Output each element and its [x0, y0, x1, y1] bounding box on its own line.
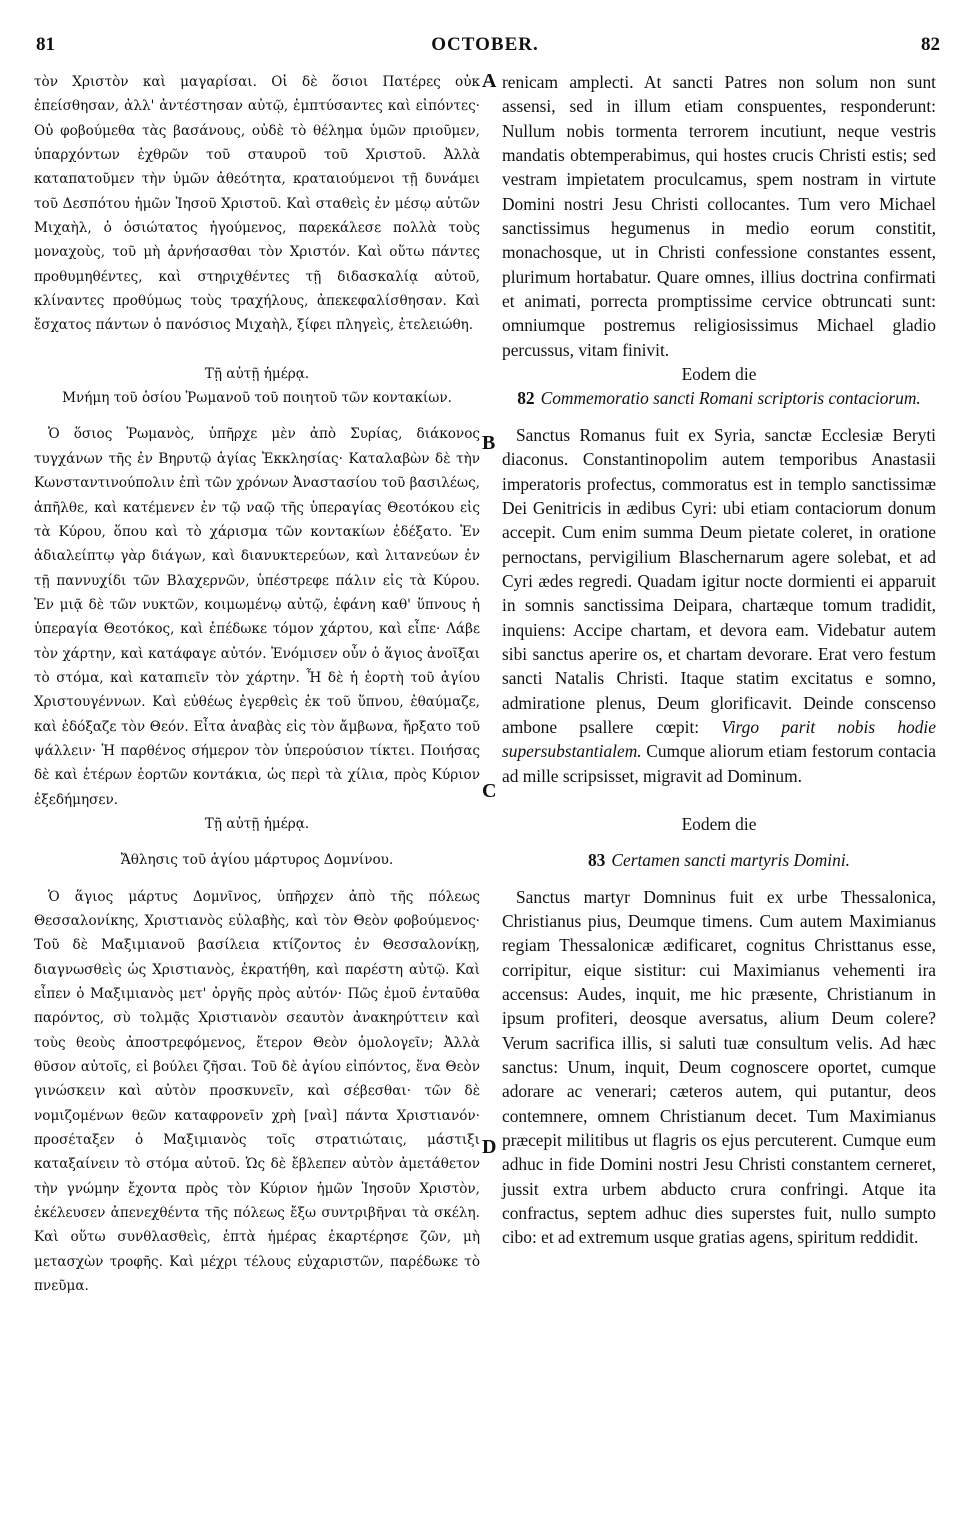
margin-letter-c: C — [482, 780, 497, 802]
greek-day-heading-2: Τῇ αὐτῇ ἡμέρᾳ. — [204, 815, 310, 832]
greek-entry-title-1: Μνήμη τοῦ ὁσίου Ῥωμανοῦ τοῦ ποιητοῦ τῶν κοντακίων. — [62, 390, 452, 407]
margin-letter-a: A — [482, 70, 497, 92]
page-header — [30, 34, 940, 64]
margin-letter-b: B — [482, 432, 496, 454]
latin-entry-title-2-text: Certamen sancti martyris Domini. — [611, 850, 851, 871]
latin-paragraph-1: renicam amplecti. At sancti Patres non solum non sunt assensi, sed in illum etiam conspuentes, responderunt: Nullum nobis tormenta terrorem incutiunt, neque vestris mandatis obtemperabimus, qui hostes crucis Christi estis; sed vestram impietatem proculcamus, spem nostram in virtute Domini nostri Jesu Christi collocantes. Tum vero Michael sanctissimus hegumenus in medio eorum constitit, monachosque, ut in Christi confessione constantes essent, plurimum hortabatur. Quare omnes, illius doctrina confirmati et animati, porrecta promptissime cervice obtruncati sunt: omniumque postremus religiosissimus Michael gladio percussus, vitam finivit. — [502, 72, 936, 360]
greek-paragraph-2: Ὁ ὅσιος Ῥωμανὸς, ὑπῆρχε μὲν ἀπὸ Συρίας, διάκονος τυγχάνων τῆς ἐν Βηρυτῷ ἁγίας Ἐκκλησίας· Καταλαβὼν δὲ τὴν Κωνσταντινούπολιν ἐπὶ τῶν χρόνων Ἀναστασίου τοῦ βασιλέως, ἀπῆλθε, καὶ κατέμενεν ἐν τῷ ναῷ τῆς ὑπεραγίας Θεοτόκου εἰς τὰ Κύρου, ὅπου καὶ τὸ χάρισμα τῶν κοντακίων ἐδέξατο. Ἐν ἀδιαλείπτῳ γὰρ διάγων, καὶ διανυκτερεύων, καὶ λιτανεύων ἐν τῇ παννυχίδι τῶν Βλαχερνῶν, ὑπέστρεφε πάλιν εἰς τὰ Κύρου. Ἐν μιᾷ δὲ τῶν νυκτῶν, κοιμωμένῳ αὐτῷ, ἐφάνη καθ' ὕπνους ἡ ὑπεραγία Θεοτόκος, καὶ ἐπέδωκε τόμον χάρτου, καὶ εἶπε· Λάβε τὸν χάρτην, καὶ κατάφαγε αὐτόν. Ἐνόμισεν οὖν ὁ ἅγιος ἀνοῖξαι τὸ στόμα, καὶ καταπιεῖν τὸν χάρτην. Ἦ δὲ ἡ ἑορτὴ τοῦ ἁγίου Χριστουγέννων. Καὶ εὐθέως ἐγερθεὶς ἐκ τοῦ ὕπνου, ἐθαύμαζε, καὶ ἐδόξαζε τὸν Θεόν. Εἶτα ἀναβὰς εἰς τὸν ἄμβωνα, ἤρξατο τοῦ ψάλλειν· Ἡ παρθένος σήμερον τὸν ὑπερούσιον τίκτει. Ποιήσας δὲ καὶ ἑτέρων ἑορτῶν κοντάκια, ὡς περὶ τὰ χίλια, πρὸς Κύριον ἐξεδήμησεν. — [34, 426, 480, 808]
greek-column — [34, 70, 480, 1299]
latin-entry-title-1 — [502, 386, 936, 410]
latin-entry-title-1-text: Commemoratio sancti Romani scriptoris contaciorum. — [540, 388, 921, 409]
greek-paragraph-3: Ὁ ἅγιος μάρτυς Δομνῖνος, ὑπῆρχεν ἀπὸ τῆς πόλεως Θεσσαλονίκης, Χριστιανὸς εὐλαβὴς, καὶ τὸν Θεὸν φοβούμενος· Τοῦ δὲ Μαξιμιανοῦ βασίλεια κτίζοντος ἐν Θεσσαλονίκῃ, διαγνωσθεὶς ὡς Χριστιανὸς, ἐκρατήθη, καὶ παρέστη αὐτῷ. Καὶ εἶπεν ὁ Μαξιμιανὸς μετ' ὀργῆς πρὸς αὐτόν· Πῶς ἐμοῦ ἐνταῦθα παρόντος, σὺ τολμᾷς Χριστιανὸν σεαυτὸν ἀνακηρύττειν καὶ τοὺς θεοὺς ἀποστρεφόμενος, ἕτερον Θεὸν ὁμολογεῖν; Ἀλλὰ θῦσον αὐτοῖς, εἰ βούλει ζῆσαι. Τοῦ δὲ ἁγίου εἰπόντος, ἕνα Θεὸν γινώσκειν καὶ αὐτὸν προσκυνεῖν, καὶ σέβεσθαι· τῶν δὲ νομιζομένων θεῶν καταφρονεῖν χρὴ [ναὶ] πάντα Χριστιανόν· προσέταξεν ὁ Μαξιμιανὸς τοῖς στρατιώταις, μάστιξι καταξαίνειν τὸ στόμα αὐτοῦ. Ὡς δὲ ἔβλεπεν αὐτὸν ἀμετάθετον τὴν γνώμην ἔχοντα πρὸς τὸν Κύριον ἡμῶν Ἰησοῦν Χριστὸν, ἐκέλευσεν ἀπενεχθέντα τῆς πόλεως ἔξω συντριβῆναι τὰ σκέλη. Καὶ οὕτω συνθλασθεὶς, ἑπτὰ ἡμέρας ἐκαρτέρησε ζῶν, μὴ μετασχὼν τροφῆς. Καὶ μέχρι τέλους εὐχαριστῶν, παρέδωκε τὸ πνεῦμα. — [34, 888, 480, 1295]
entry-number-82: 82 — [517, 388, 535, 409]
latin-entry-title-2 — [502, 848, 936, 872]
latin-hymn-quote: Virgo parit nobis hodie supersubstantialem. — [502, 716, 936, 762]
greek-day-heading-1: Τῇ αὐτῇ ἡμέρᾳ. — [204, 365, 310, 382]
page-number-left: 81 — [36, 34, 55, 55]
margin-letter-d: D — [482, 1136, 497, 1158]
running-title: OCTOBER. — [431, 34, 539, 55]
latin-paragraph-2 — [502, 423, 936, 788]
greek-entry-title-2: Ἄθλησις τοῦ ἁγίου μάρτυρος Δομνίνου. — [120, 852, 394, 869]
greek-paragraph-1: τὸν Χριστὸν καὶ μαγαρίσαι. Οἱ δὲ ὅσιοι Πατέρες οὐκ ἐπείσθησαν, ἀλλ' ἀντέστησαν αὐτῷ, ἐμπτύσαντες καὶ εἰπόντες· Οὐ φοβούμεθα τὰς βασάνους, οὐδὲ τὸ θέλημα ὑμῶν πριοῦμεν, ὑπαρχόντων ἐχθρῶν τοῦ σταυροῦ τοῦ Χριστοῦ. Ἀλλὰ καταπατοῦμεν τὴν ὑμῶν ἀθεότητα, κραταιούμενοι τῇ δυνάμει τοῦ Δεσπότου ἡμῶν Ἰησοῦ Χριστοῦ. Καὶ σταθεὶς ἐν μέσῳ αὐτῶν Μιχαὴλ, ὁ ὁσιώτατος ἡγούμενος, παρεκάλεσε πολλὰ τοὺς μοναχοὺς, τοῦ μὴ ἀρνήσασθαι τὸν Χριστόν. Καὶ οὕτω πάντες προθυμηθέντες, καὶ στηριχθέντες τῇ διδασκαλίᾳ αὐτοῦ, κλίναντες προθύμως τοὺς τραχήλους, ἀπεκεφαλίσθησαν. Καὶ ἔσχατος πάντων ὁ πανόσιος Μιχαὴλ, ξίφει πληγεὶς, ἐτελειώθη. — [34, 74, 480, 334]
latin-day-heading-2: Eodem die — [681, 813, 757, 834]
latin-day-heading-1: Eodem die — [681, 364, 757, 385]
latin-paragraph-2-end: Cumque aliorum etiam festorum contacia ad mille scripsisset, migravit ad Dominum. — [502, 741, 936, 786]
entry-number-83: 83 — [587, 850, 606, 871]
latin-paragraph-2-text: Sanctus Romanus fuit ex Syria, sanctæ Ecclesiæ Beryti diaconus. Constantinopolim autem temporibus Anastasii imperatoris profectus, commoratus est in templo sanctissimæ Dei Genitricis in ædibus Cyri: ubi etiam contaciorum donum accepit. Cum enim summa Deum pietate coleret, in oratione pernoctans, pervigilium Blaschernarum agere solebat, et ad Cyri ædes regredi. Quadam igitur nocte dormienti ei apparuit in somnis sanctissima Deipara, chartæque tomum tradidit, inquiens: Accipe chartam, et devora eam. Videbatur autem sibi sanctus aperire os, et chartam devorare. Erat vero festum sancti Natalis Christi. Itaque statim excitatus e somno, admiratione plenus, Deum glorificavit. Deinde conscenso ambone psallere cœpit: — [502, 424, 936, 737]
latin-paragraph-3: Sanctus martyr Domninus fuit ex urbe Thessalonica, Christianus pius, Deumque timens. Cum autem Maximianus regiam Thessalonicæ ædificaret, cognitus Christtanus esse, corripitur, eique sistitur: cui Maximianus vehementi ira accensus: Audes, inquit, me hic præsente, Christianum in ipsum profiteri, deosque aversatus, alium Deum colere? Verum sacrifica illis, si saluti tuæ consultum velis. Ad hæc sanctus: Unum, inquit, Deum cognoscere oportet, cumque adorare ac venerari; cæteros autem, qui putantur, deos contemnere, omnem Christianum decet. Tum Maximianus præcepit militibus ut flagris os ejus percuterent. Cumque eum adhuc in fide Domini nostri Jesu Christi constantem cerneret, jussit extra urbem abducto crura confringi. Atque ita confractus, septem adhuc dies superstes fuit, nullo sumpto cibo: et ad extremum usque gratias agens, spiritum reddidit. — [502, 886, 936, 1248]
latin-column — [502, 70, 936, 1250]
page-number-right: 82 — [921, 34, 940, 55]
